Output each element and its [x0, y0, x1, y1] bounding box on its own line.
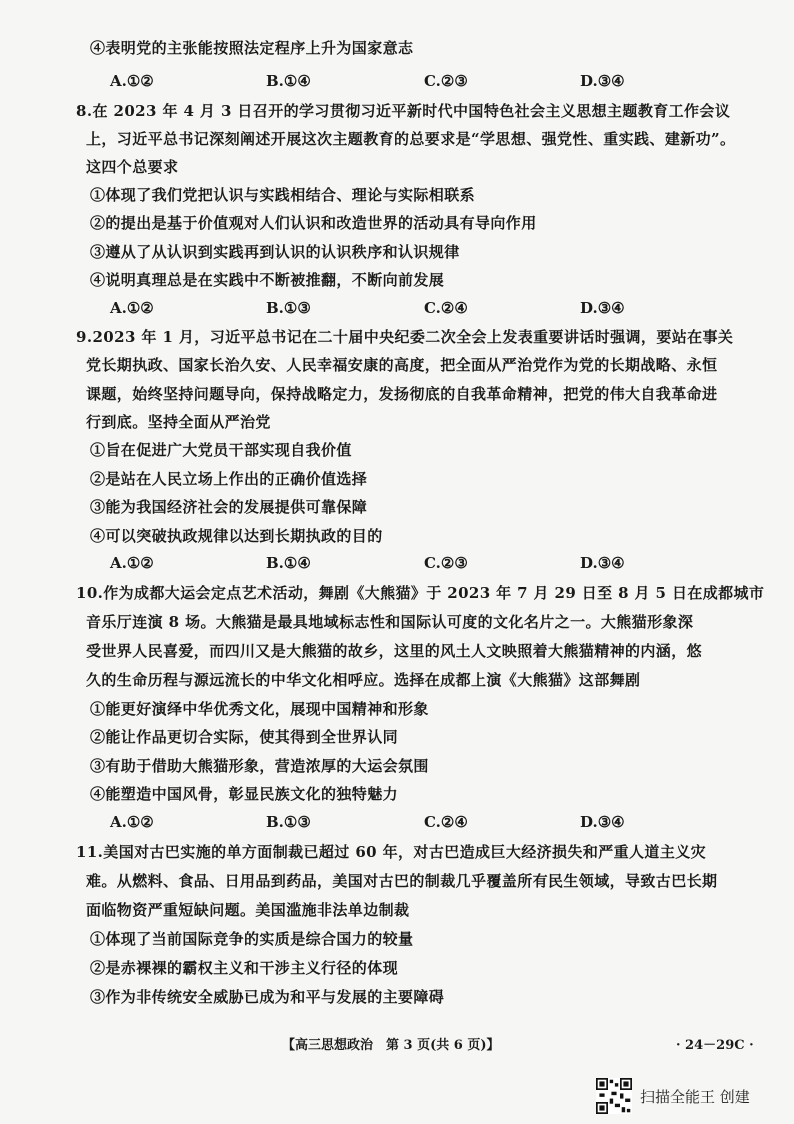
option-b: B.①④ — [266, 72, 311, 90]
option-d: D.③④ — [580, 72, 625, 90]
q11-statement: ①体现了当前国际竞争的实质是综合国力的较量 — [90, 930, 414, 948]
scanner-label: 扫描全能王 创建 — [640, 1087, 750, 1106]
page-footer-title: 【高三思想政治 第 3 页(共 6 页)】 — [282, 1038, 500, 1053]
option-a: A.①② — [110, 299, 154, 317]
q11-stem-line: 11.美国对古巴实施的单方面制裁已超过 60 年，对古巴造成巨大经济损失和严重人道主义灾 — [76, 843, 707, 861]
option-b: B.①④ — [266, 554, 311, 572]
q8-options — [0, 299, 794, 319]
q10-options — [0, 813, 794, 833]
option-d: D.③④ — [580, 554, 625, 572]
q10-stem-line: 音乐厅连演 8 场。大熊猫是最具地域标志性和国际认可度的文化名片之一。大熊猫形象深 — [86, 613, 694, 631]
q9-statement: ③能为我国经济社会的发展提供可靠保障 — [90, 498, 368, 516]
q9-statement: ②是站在人民立场上作出的正确价值选择 — [90, 470, 368, 488]
q10-statement: ②能让作品更切合实际，使其得到全世界认同 — [90, 728, 399, 746]
q8-statement: ④说明真理总是在实践中不断被推翻，不断向前发展 — [90, 271, 445, 289]
option-a: A.①② — [110, 554, 154, 572]
q10-statement: ①能更好演绎中华优秀文化，展现中国精神和形象 — [90, 700, 429, 718]
q9-stem-line: 行到底。坚持全面从严治党 — [86, 413, 271, 431]
q9-options — [0, 554, 794, 574]
q9-stem-line: 9.2023 年 1 月，习近平总书记在二十届中央纪委二次全会上发表重要讲话时强调，要站在事关 — [76, 328, 734, 346]
top-statement: ④表明党的主张能按照法定程序上升为国家意志 — [90, 39, 414, 57]
q11-statement: ②是赤裸裸的霸权主义和干涉主义行径的体现 — [90, 959, 399, 977]
option-b: B.①③ — [266, 299, 311, 317]
q8-stem-line: 8.在 2023 年 4 月 3 日召开的学习贯彻习近平新时代中国特色社会主义思想主题教育工作会议 — [76, 102, 731, 120]
q8-statement: ①体现了我们党把认识与实践相结合、理论与实际相联系 — [90, 186, 476, 204]
q10-statement: ③有助于借助大熊猫形象，营造浓厚的大运会氛围 — [90, 757, 429, 775]
option-a: A.①② — [110, 813, 154, 831]
q10-stem-line: 久的生命历程与源远流长的中华文化相呼应。选择在成都上演《大熊猫》这部舞剧 — [86, 671, 641, 689]
q11-stem-line: 难。从燃料、食品、日用品到药品，美国对古巴的制裁几乎覆盖所有民生领域，导致古巴长期 — [86, 872, 718, 890]
q11-stem-line: 面临物资严重短缺问题。美国滥施非法单边制裁 — [86, 901, 410, 919]
q11-statement: ③作为非传统安全威胁已成为和平与发展的主要障碍 — [90, 988, 445, 1006]
q8-statement: ③遵从了从认识到实践再到认识的认识秩序和认识规律 — [90, 243, 460, 261]
option-d: D.③④ — [580, 299, 625, 317]
q9-statement: ①旨在促进广大党员干部实现自我价值 — [90, 441, 352, 459]
q10-stem-line: 受世界人民喜爱，而四川又是大熊猫的故乡，这里的风土人文映照着大熊猫精神的内涵，悠 — [86, 642, 703, 660]
q8-stem-line: 上，习近平总书记深刻阐述开展这次主题教育的总要求是“学思想、强党性、重实践、建新功”。 — [86, 130, 736, 148]
option-c: C.②③ — [424, 72, 468, 90]
page-footer-code: · 24－29C · — [676, 1038, 754, 1053]
qr-code-icon — [596, 1078, 632, 1114]
option-c: C.②④ — [424, 813, 468, 831]
option-c: C.②④ — [424, 299, 468, 317]
option-d: D.③④ — [580, 813, 625, 831]
q9-stem-line: 课题，始终坚持问题导向，保持战略定力，发扬彻底的自我革命精神，把党的伟大自我革命进 — [86, 385, 718, 403]
option-c: C.②③ — [424, 554, 468, 572]
q8-statement: ②的提出是基于价值观对人们认识和改造世界的活动具有导向作用 — [90, 214, 537, 232]
q10-statement: ④能塑造中国风骨，彰显民族文化的独特魅力 — [90, 785, 399, 803]
q10-stem-line: 10.作为成都大运会定点艺术活动，舞剧《大熊猫》于 2023 年 7 月 29 日至 8 月 5 日在成都城市 — [76, 584, 765, 602]
q9-statement: ④可以突破执政规律以达到长期执政的目的 — [90, 527, 383, 545]
q9-stem-line: 党长期执政、国家长治久安、人民幸福安康的高度，把全面从严治党作为党的长期战略、永恒 — [86, 356, 718, 374]
q8-stem-line: 这四个总要求 — [86, 158, 179, 176]
scanner-watermark — [596, 1073, 772, 1119]
top-options — [0, 72, 794, 92]
option-b: B.①③ — [266, 813, 311, 831]
option-a: A.①② — [110, 72, 154, 90]
